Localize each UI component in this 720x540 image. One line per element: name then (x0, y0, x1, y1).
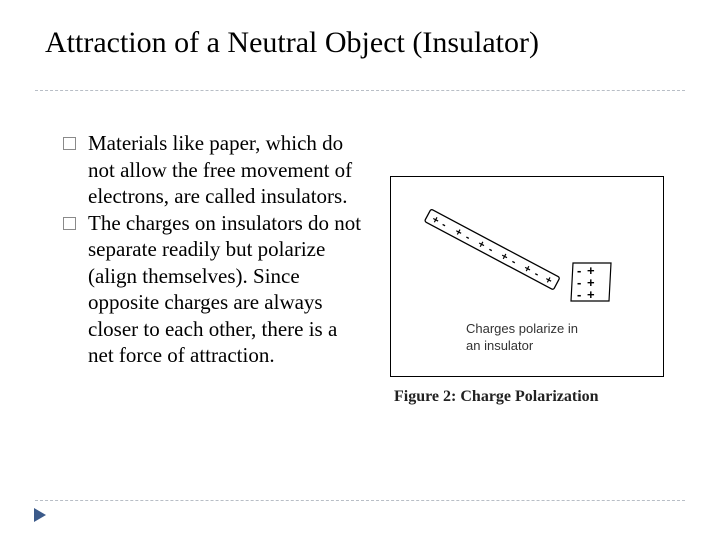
rod-charge: - (463, 231, 473, 244)
bullet-item (63, 130, 363, 210)
object-charge: - (577, 263, 582, 278)
figure-caption: Figure 2: Charge Polarization (394, 388, 599, 405)
bottom-divider (35, 500, 685, 501)
square-bullet-icon (63, 137, 76, 150)
bullet-text: Materials like paper, which do not allow the free movement of electrons, are called insulators. (88, 131, 353, 208)
top-divider (35, 90, 685, 91)
bullet-item (63, 210, 363, 369)
rod-charge: + (429, 213, 442, 228)
object-charge: - (577, 287, 582, 302)
rod-charge: + (521, 262, 533, 277)
object-charge: + (587, 287, 595, 302)
rod-charge: + (542, 273, 555, 288)
rod-charge: - (486, 243, 496, 256)
bullet-text: The charges on insulators do not separate readily but polarize (align themselves). Since opposite charges are always closer to each other, there is a net force of attraction. (88, 210, 362, 367)
figure-inner-caption (466, 320, 626, 354)
object-charge: - (577, 275, 582, 290)
inner-caption-line: Charges polarize in (466, 321, 579, 336)
neutral-object (571, 263, 611, 302)
insulator-rod (424, 209, 559, 290)
rod-charge: + (475, 237, 487, 252)
next-slide-arrow-icon[interactable] (33, 507, 47, 528)
slide-title: Attraction of a Neutral Object (Insulator) (45, 26, 539, 59)
rod-charge: + (452, 225, 464, 240)
object-charge: + (587, 263, 595, 278)
rod-charge: + (498, 250, 510, 264)
inner-caption-line: an insulator (466, 338, 534, 353)
square-bullet-icon (63, 217, 76, 230)
object-charge: + (587, 275, 595, 290)
bullet-list (63, 130, 363, 369)
rod-charge: - (532, 268, 542, 281)
rod-charge: - (509, 255, 519, 269)
rod-charge: - (439, 218, 449, 232)
arrow-shape (33, 507, 47, 523)
